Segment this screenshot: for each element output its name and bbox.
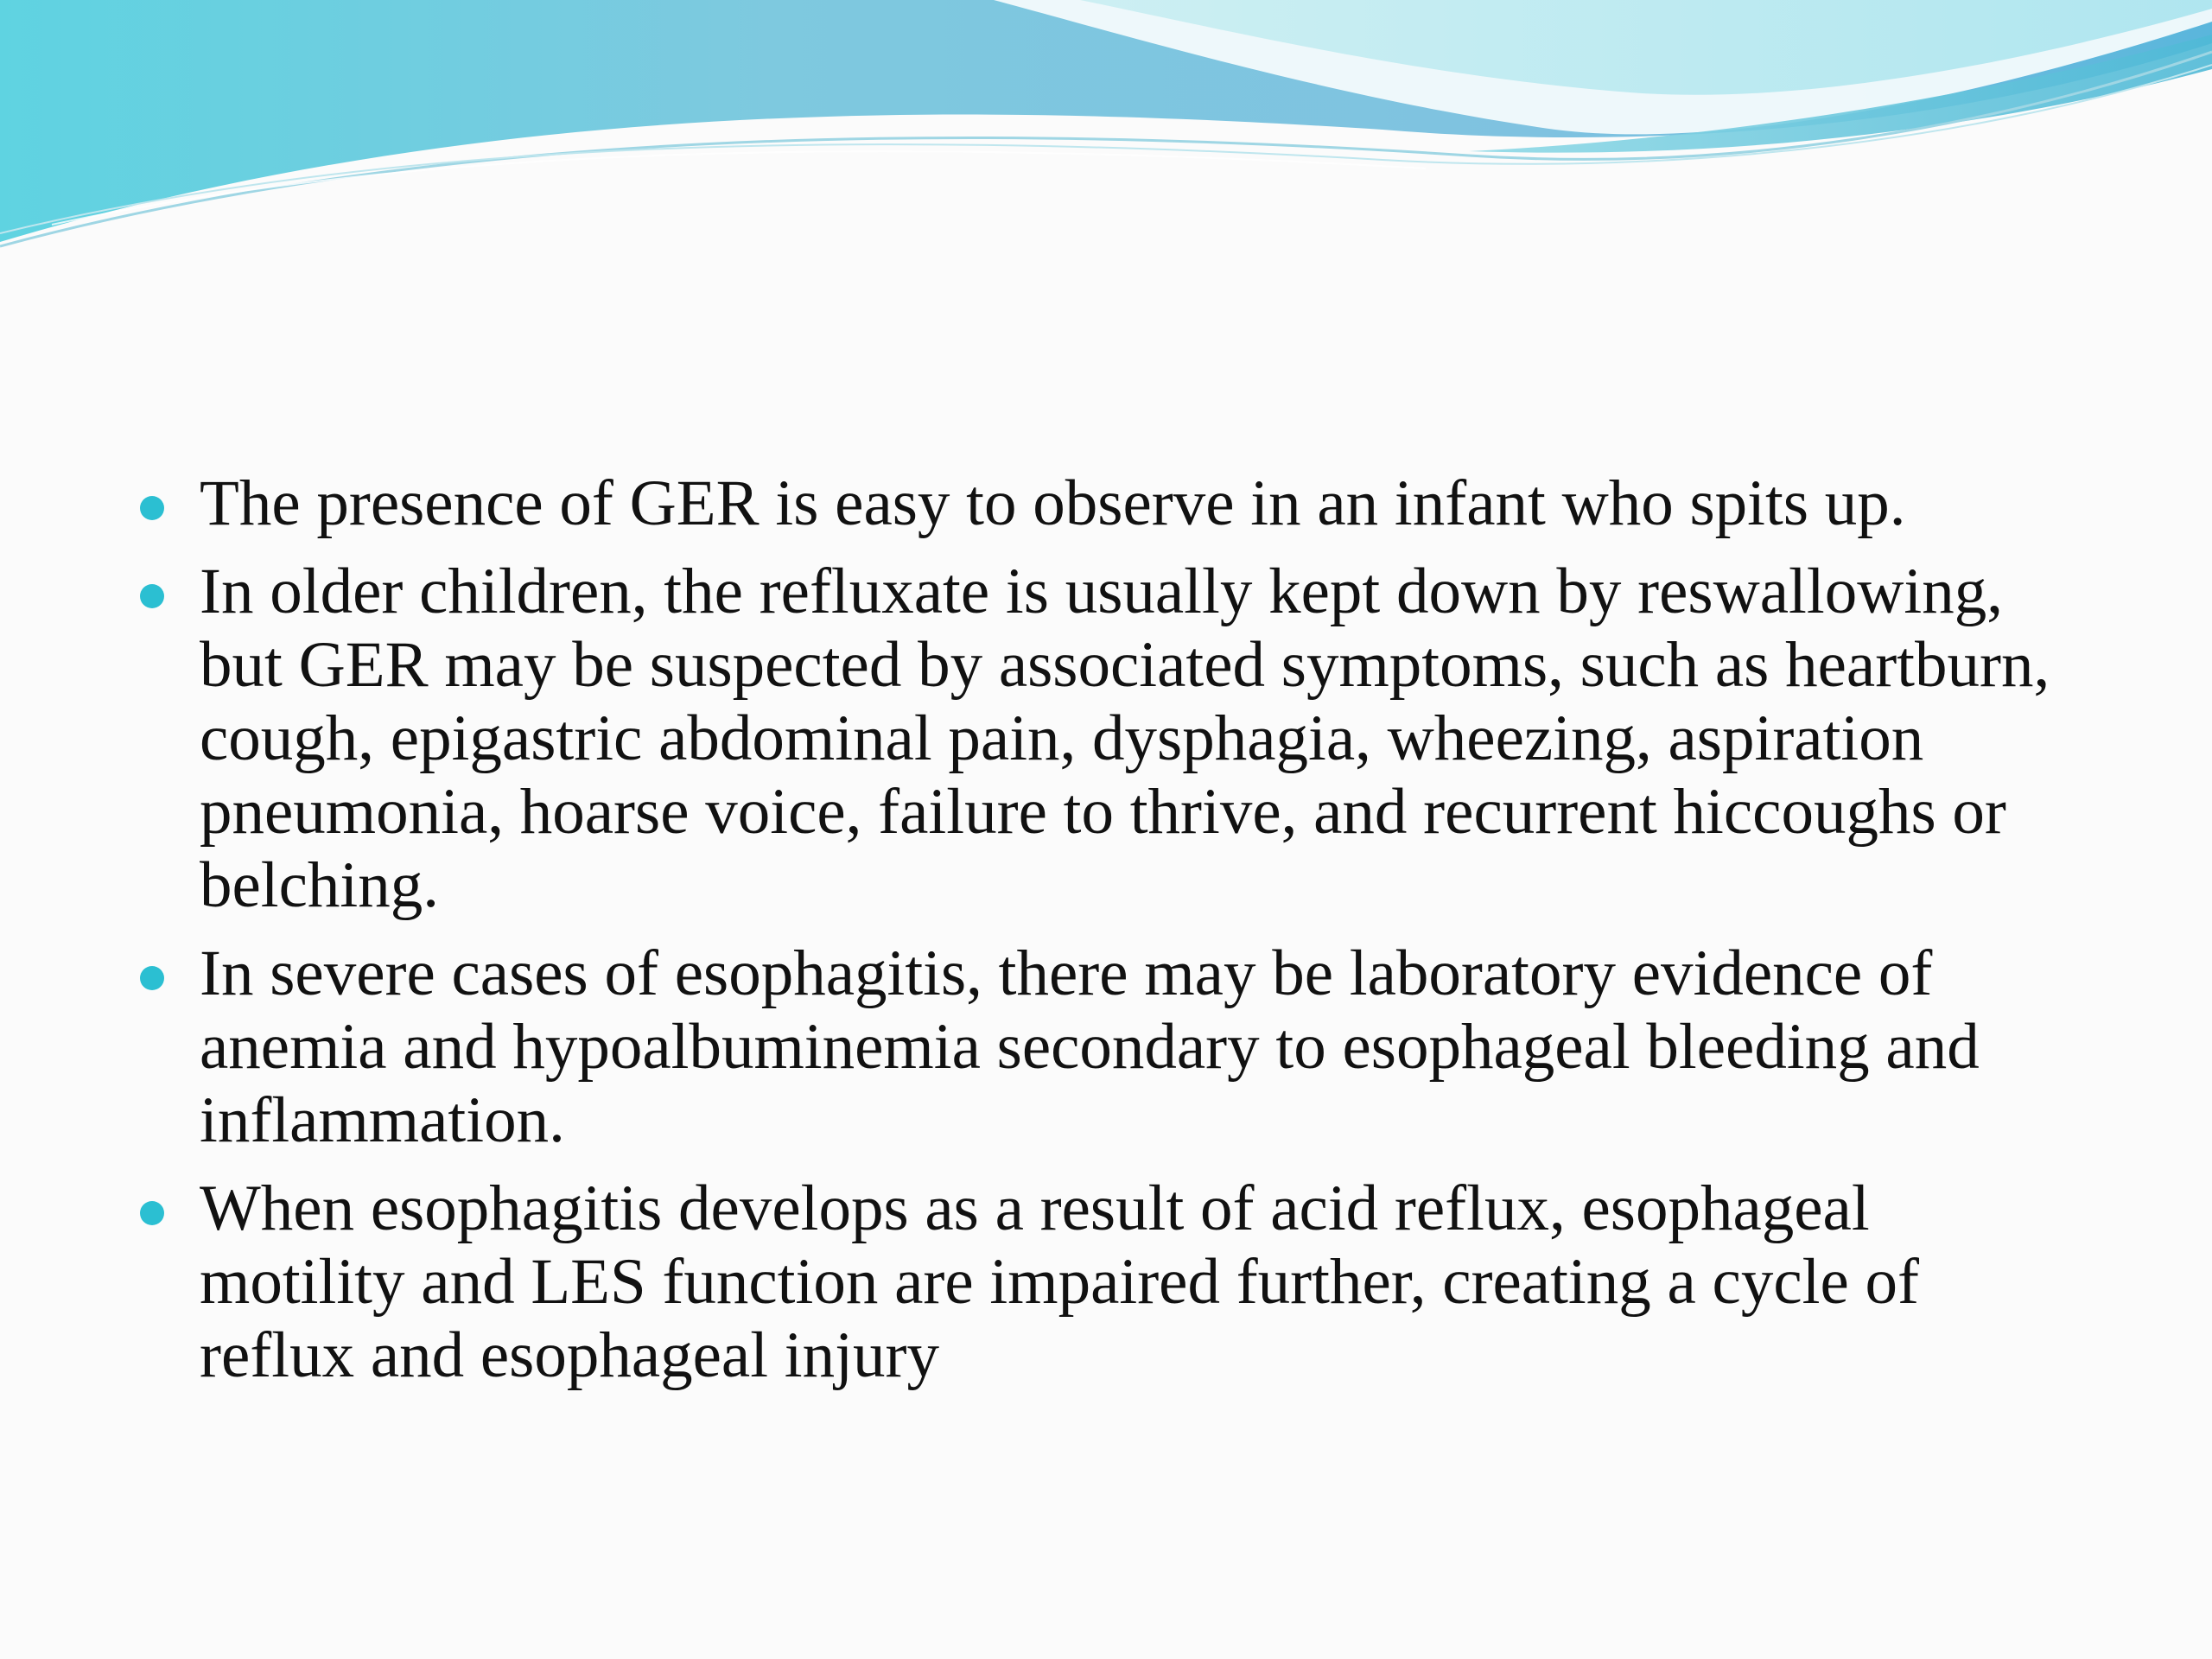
bullet-dot-icon [140, 496, 164, 520]
bullet-text: In severe cases of esophagitis, there may be laboratory evidence of anemia and hypoalbuminemia secondary to esophageal bleeding and inflammation. [200, 938, 1980, 1156]
bullet-item [130, 555, 2082, 922]
bullet-dot-icon [140, 1201, 164, 1225]
wave-header-decoration [0, 0, 2212, 259]
bullet-item [130, 467, 2082, 540]
bullet-item [130, 937, 2082, 1157]
bullet-dot-icon [140, 584, 164, 608]
bullet-text: The presence of GER is easy to observe in an infant who spits up. [200, 467, 1906, 539]
bullet-text: When esophagitis develops as a result of acid reflux, esophageal motility and LES function are impaired further, creating a cycle of reflux and esophageal injury [200, 1173, 1919, 1391]
content-area [130, 467, 2082, 1407]
bullet-text: In older children, the refluxate is usually kept down by reswallowing, but GER may be suspected by associated symptoms, such as heartburn, cough, epigastric abdominal pain, dysphagia, wheezing, aspiration pneumonia, hoarse voice, failure to thrive, and recurrent hiccoughs or belching. [200, 556, 2050, 921]
bullet-list [130, 467, 2082, 1392]
bullet-dot-icon [140, 966, 164, 990]
bullet-item [130, 1172, 2082, 1392]
